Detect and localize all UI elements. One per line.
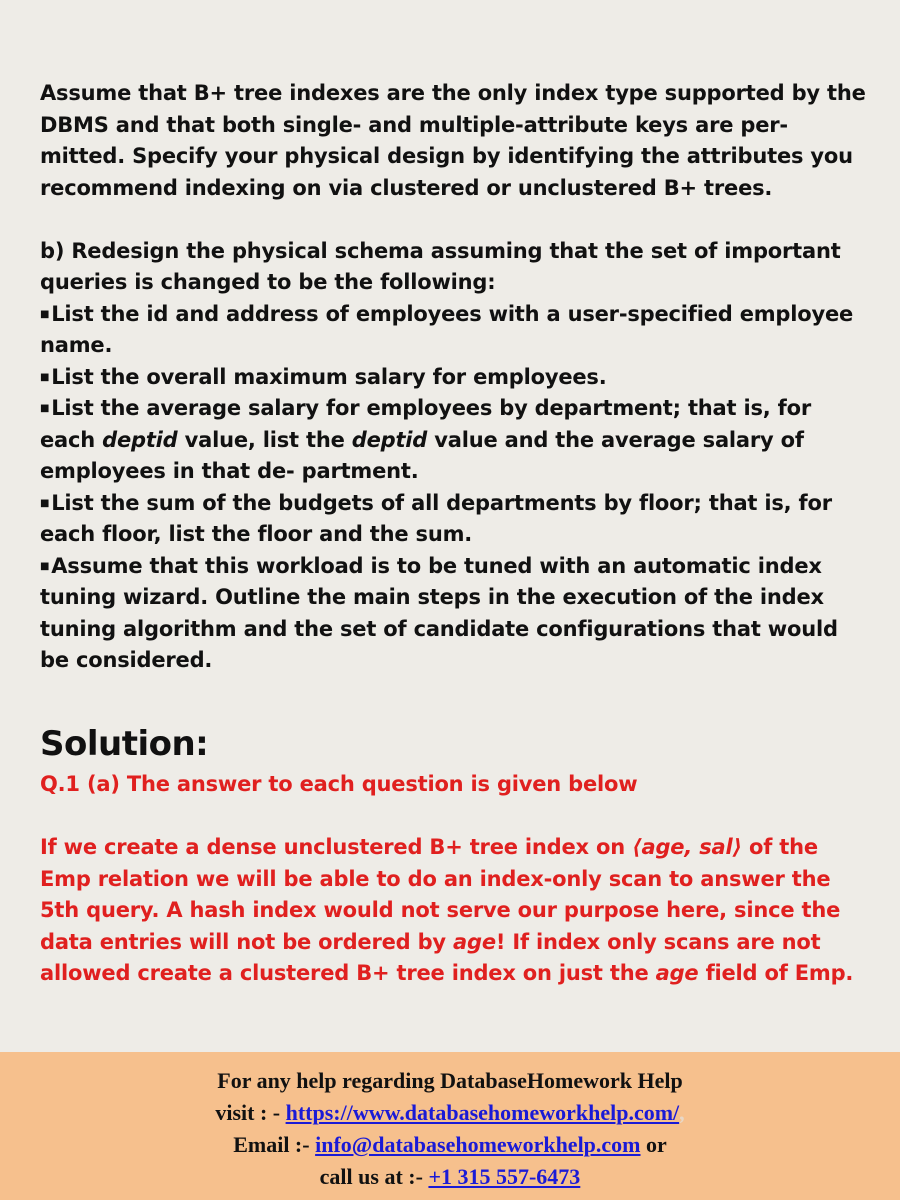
age-term: age xyxy=(655,961,699,985)
phone-link[interactable]: +1 315 557-6473 xyxy=(428,1164,581,1189)
email-label: Email :- xyxy=(233,1132,316,1157)
email-link[interactable]: info@databasehomeworkhelp.com xyxy=(315,1132,641,1157)
list-item xyxy=(40,362,870,394)
bullet-icon: ■ xyxy=(40,497,50,509)
answer-block xyxy=(40,769,870,990)
spacer xyxy=(40,801,870,833)
spacer xyxy=(40,204,870,236)
list-item-text: Assume that this workload is to be tuned with an automatic index tuning wizard. Outline the main steps in the execution of the index tuning algorithm and the set of candidate configurations that would be considered. xyxy=(40,553,838,672)
website-link[interactable]: https://www.databasehomeworkhelp.com/ xyxy=(285,1100,680,1125)
age-term: age xyxy=(453,929,496,954)
list-item xyxy=(40,488,870,551)
footer-line-2 xyxy=(0,1097,900,1129)
footer-line-4 xyxy=(0,1161,900,1193)
footer-line-1: For any help regarding DatabaseHomework Help xyxy=(217,1068,683,1093)
list-item xyxy=(40,551,870,677)
index-key-term: ⟨age, sal⟩ xyxy=(632,835,742,859)
list-item-text: List the average salary for employees by department; that is, for each xyxy=(40,396,811,452)
list-item-text: List the id and address of employees with a user-specified employee name. xyxy=(40,301,854,357)
bullet-icon: ■ xyxy=(40,371,50,383)
answer-paragraph xyxy=(40,832,870,990)
answer-text: ! If index only scans are not allowed create a clustered B+ tree index on just the xyxy=(40,929,821,985)
deptid-term: deptid xyxy=(351,427,428,452)
intro-paragraph: Assume that B+ tree indexes are the only index type supported by the DBMS and that both single- and multiple-attribute keys are per- mitted. Specify your physical design by identifying the attributes you recommend indexing on via clustered or unclustered B+ trees. xyxy=(40,81,866,200)
bullet-icon: ■ xyxy=(40,308,50,320)
solution-title: Solution: xyxy=(40,724,209,764)
list-item-text: value, list the xyxy=(177,427,352,452)
part-b-heading: b) Redesign the physical schema assuming that the set of important queries is changed to be the following: xyxy=(40,238,841,294)
answer-text: field of Emp. xyxy=(698,961,854,985)
visit-label: visit : - xyxy=(215,1100,286,1125)
help-footer xyxy=(0,1052,900,1200)
deptid-term: deptid xyxy=(102,427,178,452)
bullet-icon: ■ xyxy=(40,560,50,572)
footer-line-3 xyxy=(0,1129,900,1161)
question-text xyxy=(40,78,870,677)
comma: , xyxy=(679,1100,685,1125)
list-item-text: List the overall maximum salary for employees. xyxy=(51,364,607,389)
answer-text: of the Emp relation we will be able to do an index-only scan to answer the 5th query. A hash index would not serve our purpose here, since the data entries will not be ordered by xyxy=(40,835,841,954)
list-item-text: List the sum of the budgets of all departments by floor; that is, for each floor, list the floor and the sum. xyxy=(40,490,832,546)
list-item-text: value and the average salary of employees in that de- partment. xyxy=(40,427,804,483)
list-item xyxy=(40,299,870,362)
or-text: or xyxy=(640,1132,667,1157)
answer-subtitle: Q.1 (a) The answer to each question is given below xyxy=(40,772,638,796)
answer-text: If we create a dense unclustered B+ tree index on xyxy=(40,835,633,859)
bullet-icon: ■ xyxy=(40,403,50,414)
list-item xyxy=(40,393,870,488)
call-label: call us at :- xyxy=(319,1164,429,1189)
